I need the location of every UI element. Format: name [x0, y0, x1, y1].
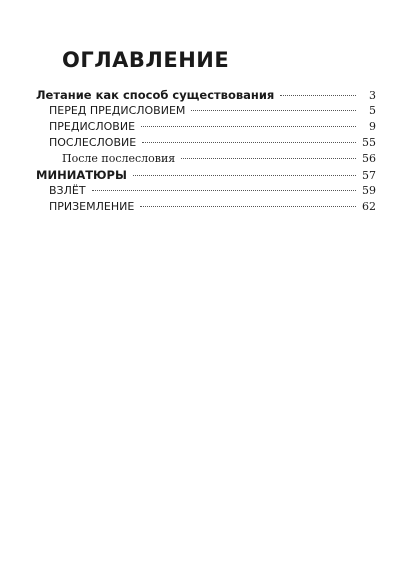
- dot-leader: [140, 205, 356, 207]
- toc-entry-page: 55: [362, 136, 376, 149]
- toc-entry: [36, 119, 376, 135]
- dot-leader: [191, 109, 356, 111]
- toc-entry: [36, 199, 376, 215]
- toc-entry-label: ПРЕДИСЛОВИЕ: [49, 120, 136, 133]
- toc-entry-page: 62: [362, 200, 376, 213]
- toc-entry-page: 59: [362, 184, 376, 197]
- toc-entry-page: 5: [369, 104, 376, 117]
- toc-entry: [36, 87, 376, 103]
- toc-list: [36, 87, 376, 215]
- toc-entry: [36, 103, 376, 119]
- toc-entry: [36, 167, 376, 183]
- toc-entry-page: 57: [362, 169, 376, 182]
- toc-entry: [36, 151, 376, 167]
- toc-entry-label: ПРИЗЕМЛЕНИЕ: [49, 200, 135, 213]
- toc-entry: [36, 183, 376, 199]
- dot-leader: [141, 125, 356, 127]
- dot-leader: [92, 189, 356, 191]
- dot-leader: [181, 157, 356, 159]
- dot-leader: [280, 94, 356, 96]
- toc-entry-label: Летание как способ существования: [36, 88, 275, 102]
- toc-entry-label: МИНИАТЮРЫ: [36, 168, 127, 182]
- toc-entry-page: 56: [362, 152, 376, 165]
- toc-entry-page: 9: [369, 120, 376, 133]
- toc-entry-label: ВЗЛЁТ: [49, 184, 86, 197]
- toc-title: ОГЛАВЛЕНИЕ: [62, 48, 230, 72]
- toc-entry-label: После послесловия: [62, 152, 176, 165]
- dot-leader: [133, 174, 356, 176]
- toc-entry-label: ПОСЛЕСЛОВИЕ: [49, 136, 137, 149]
- dot-leader: [142, 141, 356, 143]
- toc-entry-label: ПЕРЕД ПРЕДИСЛОВИЕМ: [49, 104, 186, 117]
- toc-entry-page: 3: [369, 89, 376, 102]
- toc-entry: [36, 135, 376, 151]
